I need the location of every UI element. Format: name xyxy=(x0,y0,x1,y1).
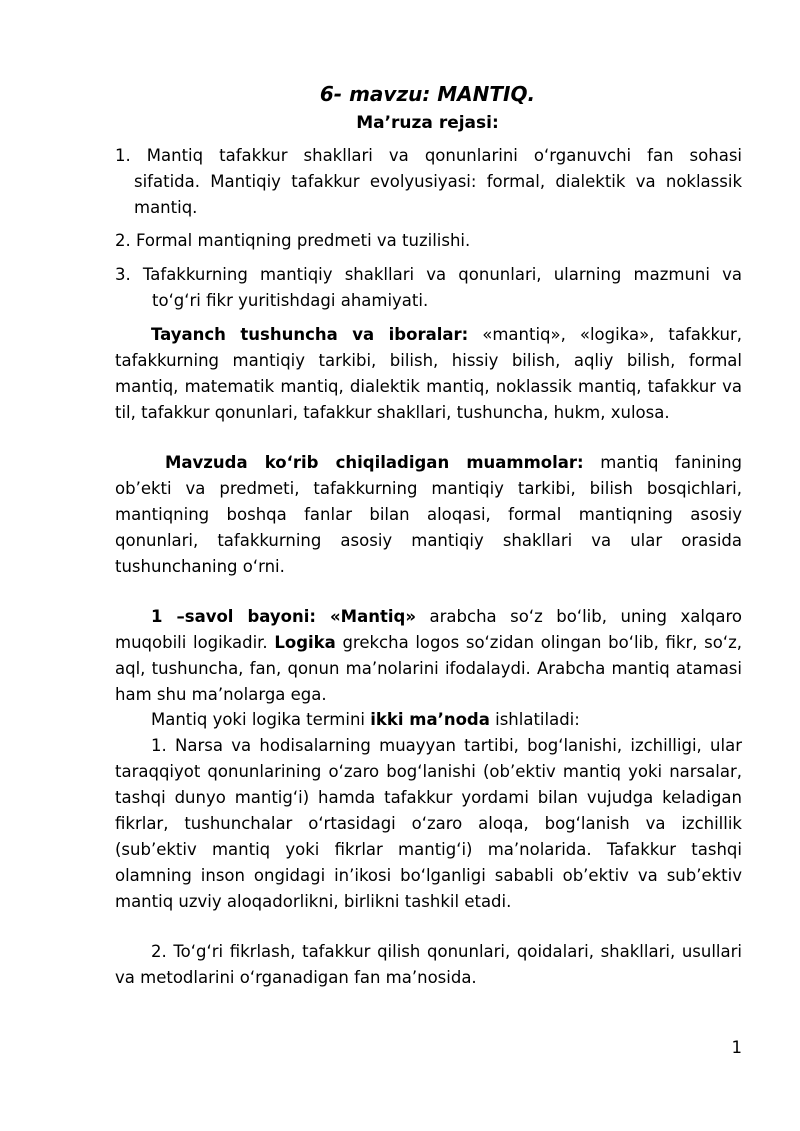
plan-item-1-line1: 1. Mantiq tafakkur shakllari va qonunlarini o‘rganuvchi fan sohasi xyxy=(115,146,742,165)
question-1-text-a: arabcha so‘z bo‘lib, uning xalqaro muqobili logikadir. xyxy=(115,607,743,652)
problems-label: Mavzuda ko‘rib chiqiladigan muammolar: xyxy=(165,453,584,472)
two-meanings-bold: ikki ma’noda xyxy=(370,710,490,729)
two-meanings-text-b: ishlatiladi: xyxy=(489,710,580,729)
problems-paragraph xyxy=(115,450,742,580)
question-1-label: 1 –savol bayoni: «Mantiq» xyxy=(151,607,416,626)
logika-term: Logika xyxy=(274,633,336,652)
lecture-plan-heading: Ma’ruza rejasi: xyxy=(356,113,499,133)
two-meanings-paragraph xyxy=(115,707,742,733)
plan-item-2-text: 2. Formal mantiqning predmeti va tuzilishi. xyxy=(115,231,471,250)
page-number: 1 xyxy=(731,1038,742,1057)
key-concepts-label: Tayanch tushuncha va iboralar: xyxy=(151,325,469,344)
plan-item-3-line1: 3. Tafakkurning mantiqiy shakllari va qonunlari, ularning mazmuni va xyxy=(115,265,742,284)
problems-text: mantiq fanining ob’ekti va predmeti, tafakkurning mantiqiy tarkibi, bilish bosqichlari, mantiqning boshqa fanlar bilan aloqasi, formal mantiqning asosiy qonunlari, tafakkurning asosiy mantiqiy shakllari va ular orasida tushunchaning o‘rni. xyxy=(115,453,742,576)
plan-item-1-rest: sifatida. Mantiqiy tafakkur evolyusiyasi: formal, dialektik va noklassik mantiq. xyxy=(134,172,742,217)
plan-item-3 xyxy=(115,262,742,314)
meaning-1-paragraph: 1. Narsa va hodisalarning muayyan tartibi, bog‘lanishi, izchilligi, ular taraqqiyot qonunlarining o‘zaro bog‘lanishi (ob’ektiv mantiq yoki narsalar, tashqi dunyo mantig‘i) hamda tafakkur yordami bilan vujudga keladigan fikrlar, tushunchalar o‘rtasidagi o‘zaro aloqa, bog‘lanish va izchillik (sub’ektiv mantiq yoki fikrlar mantig‘i) ma’nolarida. Tafakkur tashqi olamning inson ongidagi in’ikosi bo‘lganligi sababli ob’ektiv va sub’ektiv mantiq uzviy aloqadorlikni, birlikni tashkil etadi. xyxy=(115,736,742,911)
meaning-2-paragraph: 2. To‘g‘ri fikrlash, tafakkur qilish qonunlari, qoidalari, shakllari, usullari va metodlarini o‘rganadigan fan ma’nosida. xyxy=(115,942,742,987)
key-concepts-paragraph xyxy=(115,322,742,426)
question-1-text-b: grekcha logos so‘zidan olingan bo‘lib, fikr, so‘z, aql, tushuncha, fan, qonun ma’nolarini ifodalaydi. Arabcha mantiq atamasi ham shu ma’nolarga ega. xyxy=(115,633,742,704)
key-concepts-text: «mantiq», «logika», tafakkur, tafakkurning mantiqiy tarkibi, bilish, hissiy bilish, aqliy bilish, formal mantiq, matematik mantiq, dialektik mantiq, noklassik mantiq, tafakkur va til, tafakkur qonunlari, tafakkur shakllari, tushuncha, hukm, xulosa. xyxy=(115,325,742,422)
plan-item-1 xyxy=(115,143,742,221)
plan-item-2 xyxy=(115,228,742,254)
question-1-paragraph xyxy=(115,604,742,708)
two-meanings-text-a: Mantiq yoki logika termini xyxy=(151,710,371,729)
plan-item-3-rest: to‘g‘ri fikr yuritishdagi ahamiyati. xyxy=(152,291,429,310)
page-title: 6- mavzu: MANTIQ. xyxy=(319,82,536,106)
